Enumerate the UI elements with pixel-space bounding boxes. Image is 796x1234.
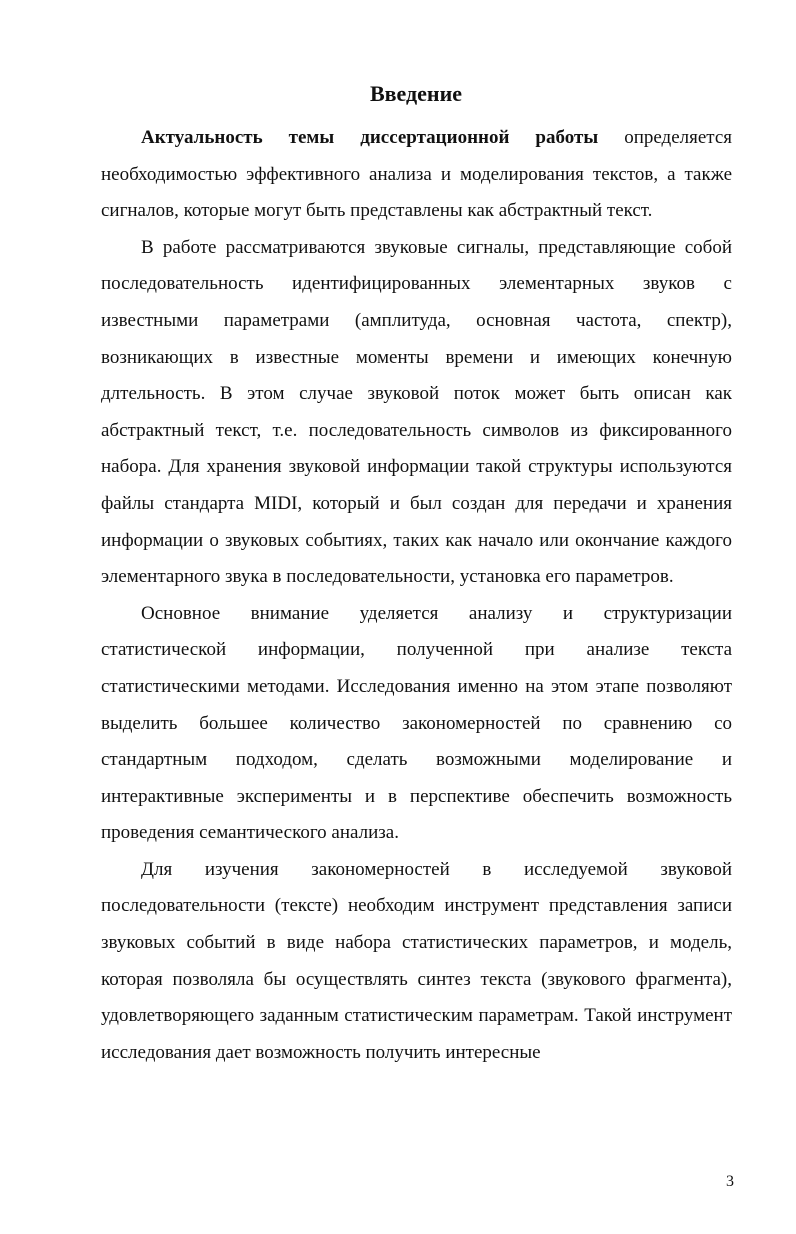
body-text xyxy=(101,120,732,1071)
paragraph-1-lead: Актуальность темы диссертационной работы xyxy=(141,127,599,148)
page-number: 3 xyxy=(726,1173,734,1190)
paragraph-1-text: определяется необходимостью эффективного анализа и моделирования текстов, а также сигналов, которые могут быть представлены как абстрактный текст. xyxy=(101,127,732,222)
paragraph-4: Для изучения закономерностей в исследуемой звуковой последовательности (тексте) необходим инструмент представления записи звуковых событий в виде набора статистических параметров, и модель, которая позволяла бы осуществлять синтез текста (звукового фрагмента), удовлетворяющего заданным статистическим параметрам. Такой инструмент исследования дает возможность получить интересные xyxy=(101,858,732,1063)
section-heading: Введение xyxy=(369,81,463,106)
paragraph-3: Основное внимание уделяется анализу и структуризации статистической информации, полученной при анализе текста статистическими методами. Исследования именно на этом этапе позволяют выделить большее количество закономерностей по сравнению со стандартным подходом, сделать возможными моделирование и интерактивные эксперименты и в перспективе обеспечить возможность проведения семантического анализа. xyxy=(101,602,732,844)
paragraph-2: В работе рассматриваются звуковые сигналы, представляющие собой последовательность идентифицированных элементарных звуков с известными параметрами (амплитуда, основная частота, спектр), возникающих в известные моменты времени и имеющих конечную длтельность. В этом случае звуковой поток может быть описан как абстрактный текст, т.е. последовательность символов из фиксированного набора. Для хранения звуковой информации такой структуры используются файлы стандарта MIDI, который и был создан для передачи и хранения информации о звуковых событиях, таких как начало или окончание каждого элементарного звука в последовательности, установка его параметров. xyxy=(101,236,732,588)
paragraph-1 xyxy=(101,120,732,230)
